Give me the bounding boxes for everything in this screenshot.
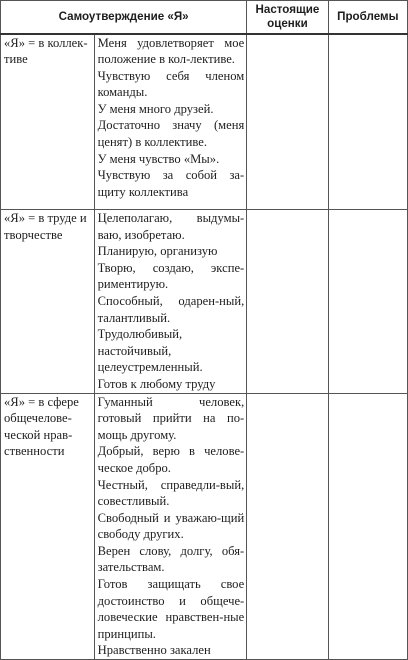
list-item: Нравственно закален [97, 643, 211, 658]
current-assessment-cell[interactable] [247, 34, 328, 210]
row-area-label: «Я» = в сфере общечелове-ческой нрав-ственности [1, 393, 95, 660]
row-description [94, 34, 247, 210]
table-row-work-creativity [1, 210, 408, 394]
problems-cell[interactable] [328, 210, 407, 394]
list-item: Планирую, организую [97, 244, 218, 259]
table-row-morality [1, 393, 408, 660]
list-item: Верен слову, долгу, обя-зательствам. [97, 543, 245, 575]
list-item: У меня чувство «Мы». [97, 151, 220, 166]
list-item: Чувствую себя членом команды. [97, 68, 245, 100]
current-assessment-cell[interactable] [247, 210, 328, 394]
header-current-assessments: Настоящие оценки [247, 1, 328, 34]
list-item: Свободный и уважаю-щий свободу других. [97, 510, 245, 542]
current-assessment-cell[interactable] [247, 393, 328, 660]
list-item: Трудолюбивый, настойчивый, целеустремленный. [97, 327, 203, 375]
header-row [1, 1, 408, 34]
problems-cell[interactable] [328, 34, 407, 210]
header-problems: Проблемы [328, 1, 407, 34]
list-item: Готов к любому труду [97, 376, 216, 391]
row-description [94, 393, 247, 660]
list-item: Способный, одарен-ный, талантливый. [97, 293, 245, 325]
table-row-collective [1, 34, 408, 210]
list-item: Чувствую за собой за-щиту коллектива [97, 168, 245, 199]
list-item: Гуманный человек, готовый прийти на по-мощь другому. [97, 394, 245, 442]
list-item: Готов защищать свое достоинство и общече-ловеческие нравствен-ные принципы. [97, 577, 245, 641]
list-item: Творю, создаю, экспе-риментирую. [97, 260, 245, 292]
list-item: Достаточно значу (меня ценят) в коллективе. [97, 118, 245, 150]
row-area-label: «Я» = в труде и творчестве [1, 210, 95, 394]
list-item: Целеполагаю, выдумы-ваю, изобретаю. [97, 211, 245, 242]
row-description [94, 210, 247, 394]
list-item: Меня удовлетворяет мое положение в кол-лективе. [97, 35, 245, 67]
row-area-label: «Я» = в коллек-тиве [1, 34, 95, 210]
header-self-assertion: Самоутверждение «Я» [1, 1, 247, 34]
list-item: Добрый, верю в челове-ческое добро. [97, 444, 245, 475]
problems-cell[interactable] [328, 393, 407, 660]
list-item: У меня много друзей. [97, 101, 214, 116]
list-item: Честный, справедли-вый, совестливый. [97, 477, 245, 509]
